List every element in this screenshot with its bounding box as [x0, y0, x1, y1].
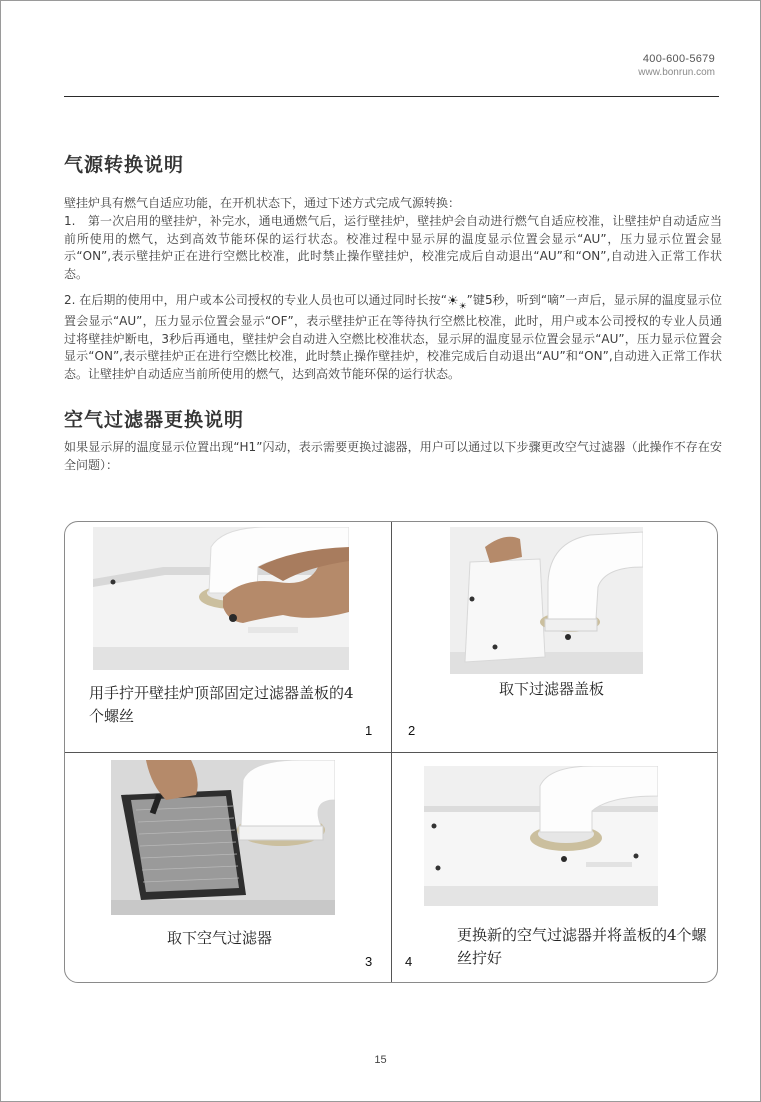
item-2-text-after: ”键5秒，听到“嘀”一声后，显示屏的温度显示位置会显示“AU”，压力显示位置会显示“OF”，表示壁挂炉正在等待执行空燃比校准，此时，用户或本公司授权的专业人员通过将壁挂炉断电，3秒后再通电，壁挂炉会自动进入空燃比校准状态，显示屏的温度显示位置会显示“AU”，压力显示位置会显示“ON”,表示壁挂炉正在进行空燃比校准，此时禁止操作壁挂炉，校准完成后自动退出“AU”和“ON”,自动进入正常工作状态。让壁挂炉自动适应当前所使用的燃气，达到高效节能环保的运行状态。: [64, 293, 722, 381]
gas-conversion-item-2: [64, 292, 722, 383]
step-2-number: 2: [408, 723, 416, 738]
gas-conversion-intro: 壁挂炉具有燃气自适应功能，在开机状态下，通过下述方式完成气源转换：: [64, 196, 461, 210]
section-title-gas-conversion: 气源转换说明: [64, 154, 185, 176]
sun-button-icon: $☀_☀$: [446, 294, 467, 312]
removing-cover-plate-photo: [450, 527, 643, 674]
item-2-text-before: 2. 在后期的使用中，用户或本公司授权的专业人员也可以通过同时长按“: [64, 293, 447, 307]
header-website[interactable]: www.bonrun.com: [638, 67, 715, 78]
step-1-number: 1: [365, 723, 373, 738]
step-2-caption: 取下过滤器盖板: [499, 680, 605, 698]
step-3-caption: 取下空气过滤器: [167, 929, 273, 947]
page-number: 15: [374, 1054, 387, 1066]
reinstalled-cover-photo: [424, 766, 658, 906]
removing-air-filter-photo: [111, 760, 335, 915]
grid-horizontal-divider: [65, 752, 717, 753]
section-title-air-filter: 空气过滤器更换说明: [64, 409, 245, 431]
step-3-number: 3: [365, 954, 373, 969]
step-4-number: 4: [405, 954, 413, 969]
steps-grid: [64, 521, 718, 983]
header-phone: 400-600-5679: [642, 53, 715, 65]
air-filter-intro: 如果显示屏的温度显示位置出现“H1”闪动，表示需要更换过滤器，用户可以通过以下步骤更改空气过滤器（此操作不存在安全问题）：: [64, 440, 722, 472]
step-4-caption: 更换新的空气过滤器并将盖板的4个螺丝拧好: [457, 926, 707, 967]
header-divider: [64, 96, 719, 97]
hand-unscrewing-cover-photo: [93, 527, 349, 670]
gas-conversion-item-1: 1. 第一次启用的壁挂炉，补完水，通电通燃气后，运行壁挂炉，壁挂炉会自动进行燃气自适应校准，让壁挂炉自动适应当前所使用的燃气，达到高效节能环保的运行状态。校准过程中显示屏的温度显示位置会显示“AU”，压力显示位置会显示“ON”,表示壁挂炉正在进行空燃比校准，此时禁止操作壁挂炉，校准完成后自动退出“AU”和“ON”,自动进入正常工作状态。: [64, 214, 722, 281]
step-1-caption: 用手拧开壁挂炉顶部固定过滤器盖板的4个螺丝: [89, 684, 354, 725]
